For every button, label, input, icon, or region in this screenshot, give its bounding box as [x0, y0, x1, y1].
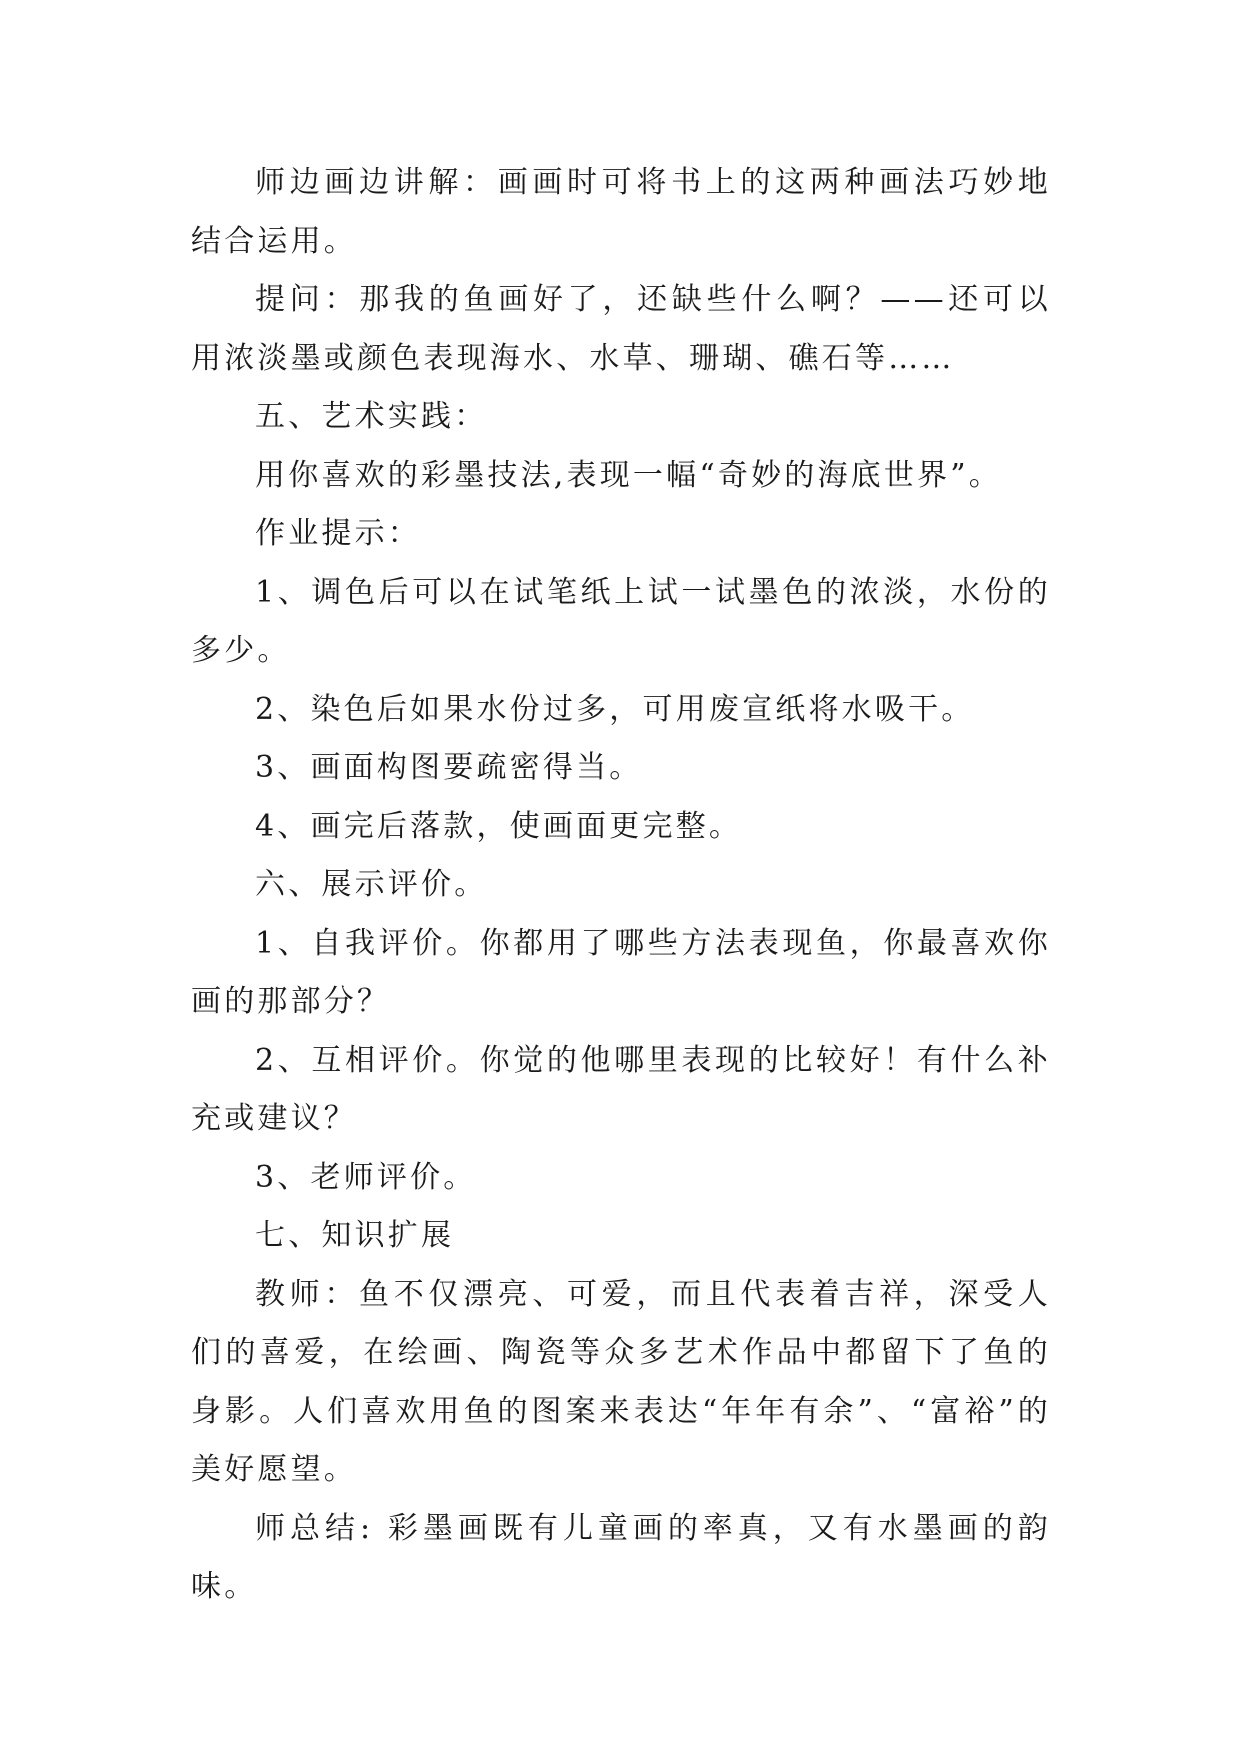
paragraph-teacher-fish-meaning: 教师：鱼不仅漂亮、可爱，而且代表着吉祥，深受人们的喜爱，在绘画、陶瓷等众多艺术作品中都留下了鱼的身影。人们喜欢用鱼的图案来表达“年年有余”、“富裕”的美好愿望。: [191, 1276, 1051, 1487]
evaluation-item-1: 1、自我评价。你都用了哪些方法表现鱼，你最喜欢你画的那部分？: [191, 925, 1051, 1019]
paragraph-teacher-summary: 师总结: 彩墨画既有儿童画的率真，又有水墨画的韵味。: [191, 1510, 1051, 1604]
paragraph-question: 提问：那我的鱼画好了，还缺些什么啊？——还可以用浓淡墨或颜色表现海水、水草、珊瑚、礁石等……: [191, 282, 1051, 376]
paragraph-teacher-explains: 师边画边讲解：画画时可将书上的这两种画法巧妙地结合运用。: [191, 165, 1051, 259]
tip-item-1: 1、调色后可以在试笔纸上试一试墨色的浓淡，水份的多少。: [191, 574, 1051, 668]
section-heading-knowledge-extension: 七、知识扩展: [255, 1218, 455, 1253]
paragraph-homework-tips-label: 作业提示：: [255, 516, 421, 551]
paragraph-assignment: 用你喜欢的彩墨技法,表现一幅“奇妙的海底世界”。: [255, 457, 1003, 493]
section-heading-evaluation: 六、展示评价。: [255, 867, 488, 902]
tip-item-4: 4、画完后落款，使画面更完整。: [255, 808, 743, 844]
section-heading-art-practice: 五、艺术实践：: [255, 399, 488, 434]
tip-item-2: 2、染色后如果水份过多，可用废宣纸将水吸干。: [255, 691, 975, 727]
tip-item-3: 3、画面构图要疏密得当。: [255, 750, 643, 785]
document-body: [191, 154, 1051, 1617]
evaluation-item-3: 3、老师评价。: [255, 1159, 477, 1195]
evaluation-item-2: 2、互相评价。你觉的他哪里表现的比较好！有什么补充或建议？: [191, 1042, 1051, 1136]
